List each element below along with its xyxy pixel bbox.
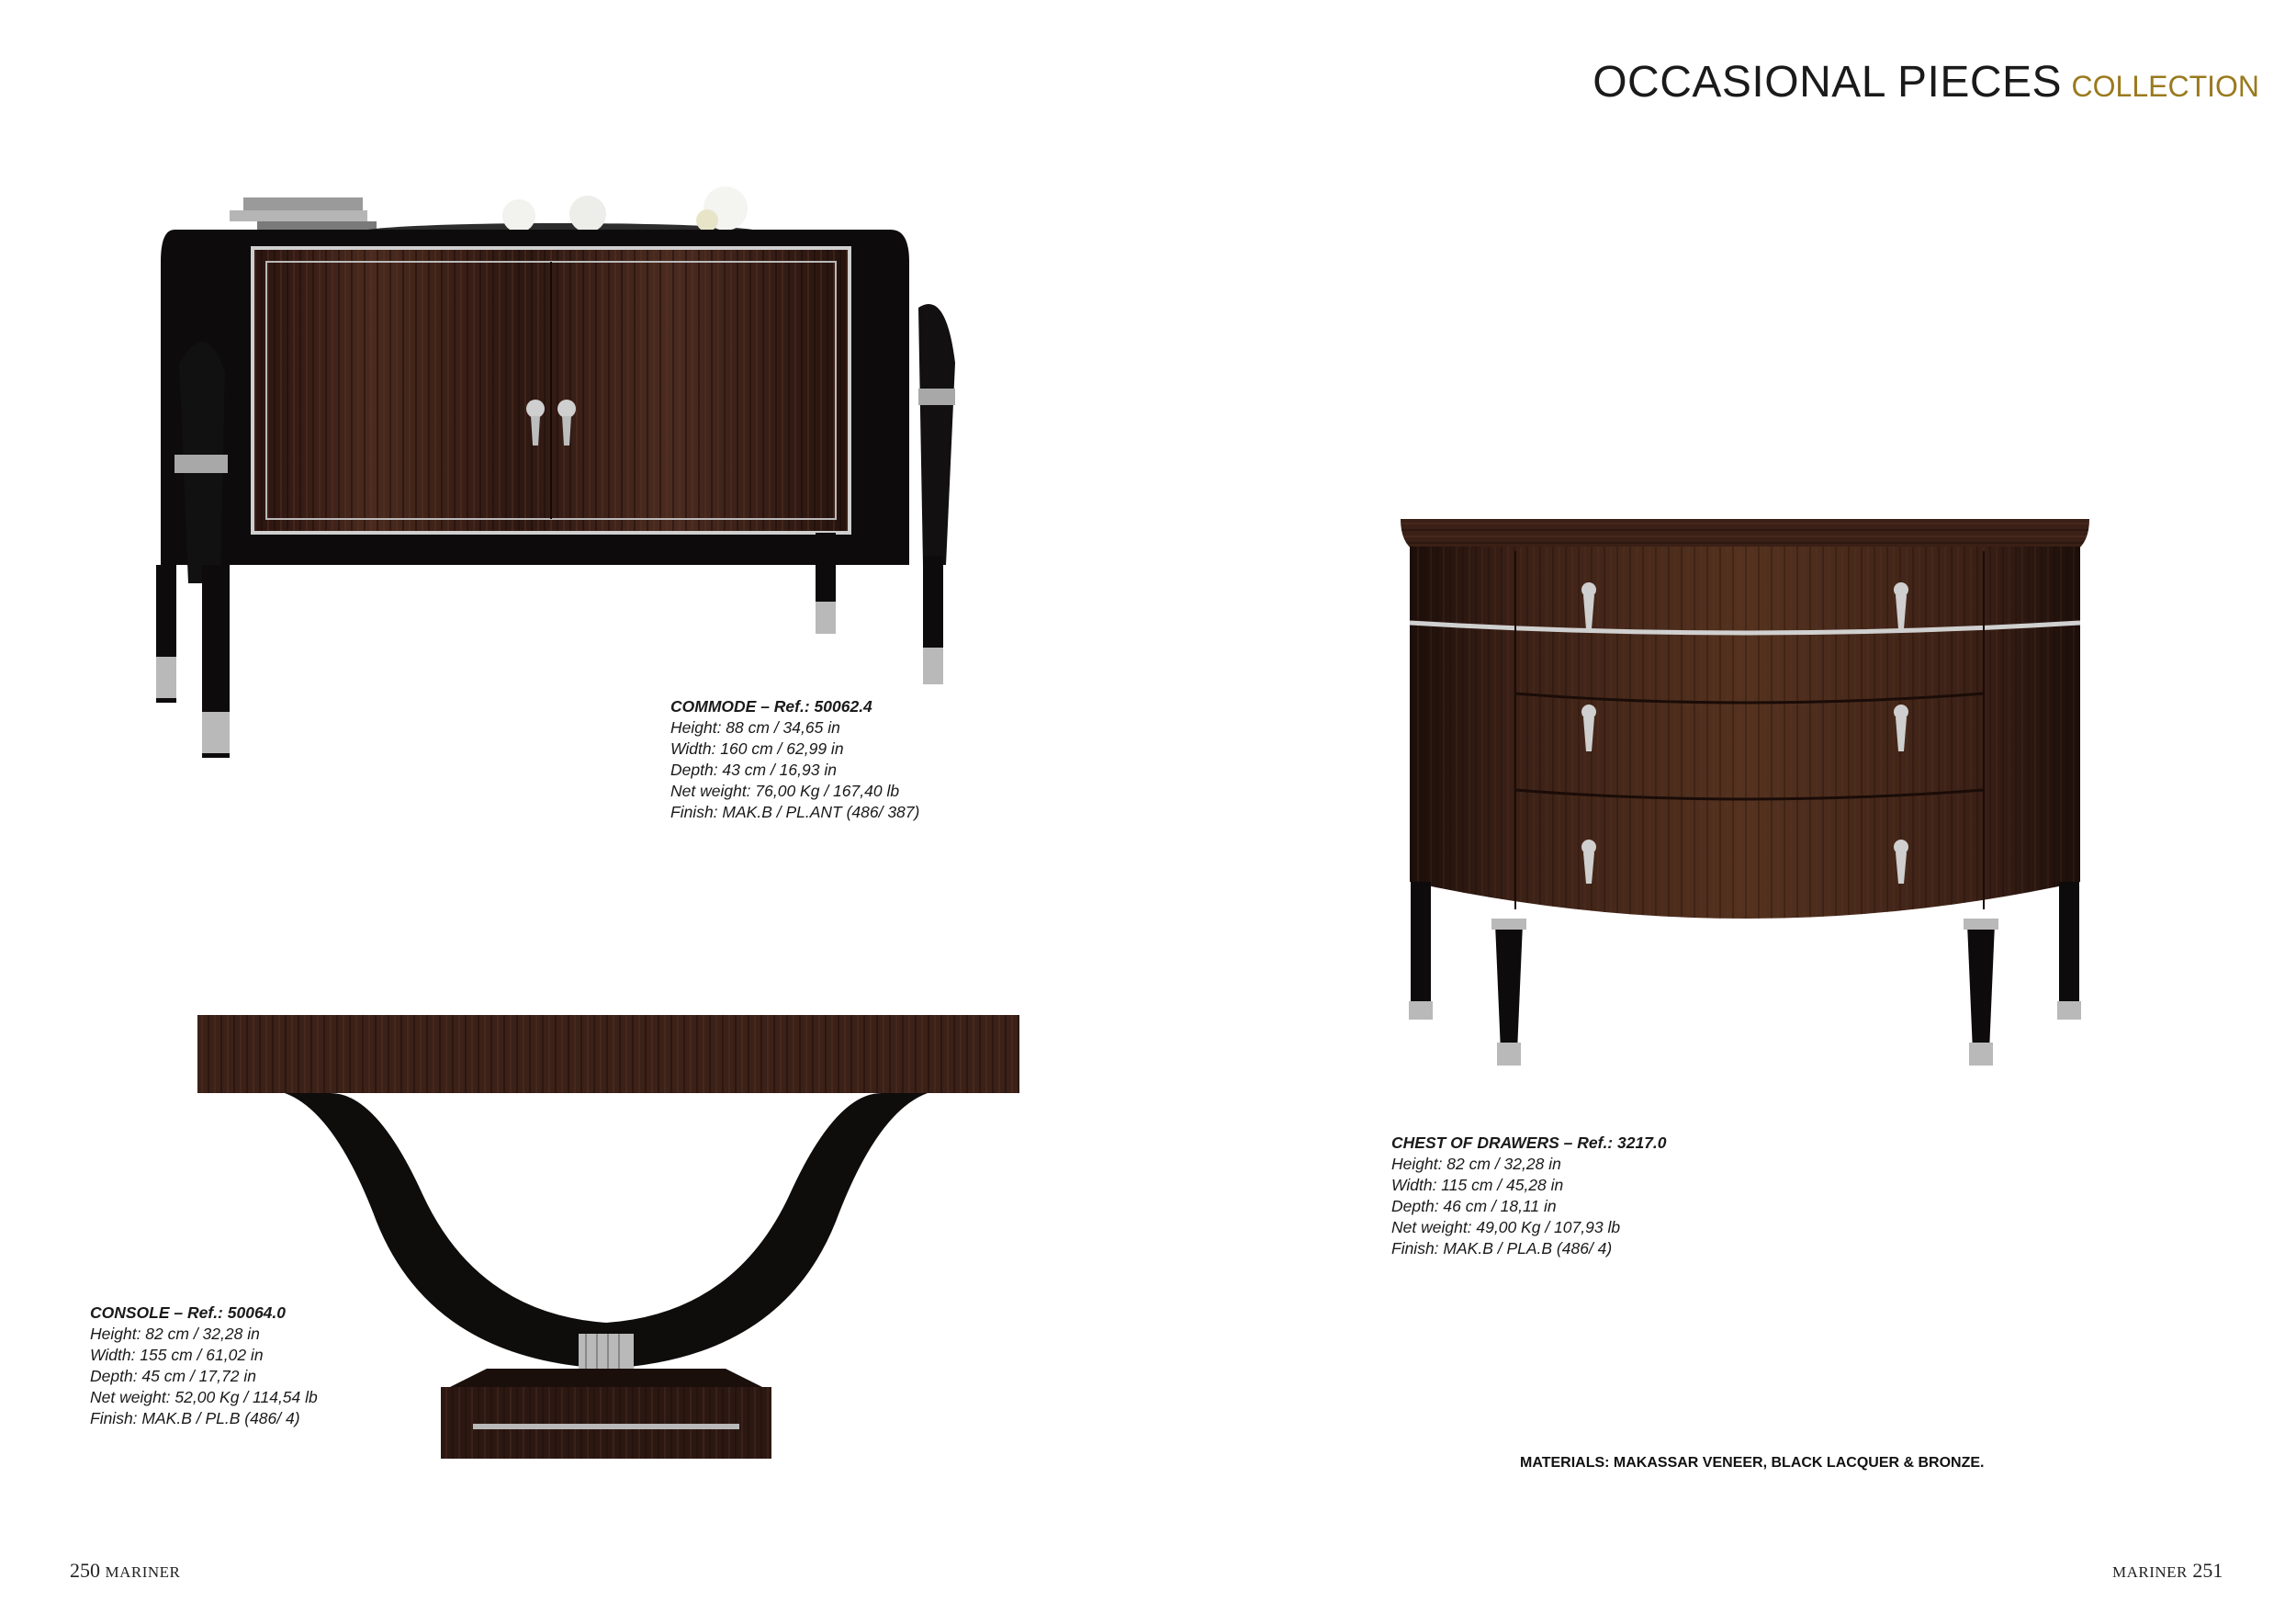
spec-line: Depth: 43 cm / 16,93 in	[670, 761, 837, 779]
spec-line: Width: 160 cm / 62,99 in	[670, 739, 844, 758]
product-name: CHEST OF DRAWERS – Ref.: 3217.0	[1391, 1133, 1667, 1152]
page-number-right: 251	[2192, 1559, 2223, 1582]
chest-of-drawers-image	[1396, 514, 2094, 1075]
page-title	[1580, 57, 2259, 107]
spec-line: Width: 115 cm / 45,28 in	[1391, 1176, 1564, 1194]
spec-line: Height: 88 cm / 34,65 in	[670, 718, 840, 737]
footer-right	[2112, 1559, 2223, 1583]
page-number-left: 250	[70, 1559, 100, 1582]
spec-line: Net weight: 76,00 Kg / 167,40 lb	[670, 782, 900, 800]
commode-spec	[670, 696, 919, 823]
spec-line: Height: 82 cm / 32,28 in	[90, 1325, 260, 1343]
product-name: COMMODE – Ref.: 50062.4	[670, 697, 872, 716]
spec-line: Finish: MAK.B / PL.ANT (486/ 387)	[670, 803, 920, 821]
spec-line: Finish: MAK.B / PLA.B (486/ 4)	[1391, 1239, 1613, 1257]
spec-line: Depth: 45 cm / 17,72 in	[90, 1367, 256, 1385]
footer-left-word: MARINER	[105, 1563, 181, 1581]
commode-image	[156, 179, 964, 767]
footer-right-word: MARINER	[2112, 1563, 2188, 1581]
spec-line: Finish: MAK.B / PL.B (486/ 4)	[90, 1409, 300, 1427]
spec-line: Net weight: 49,00 Kg / 107,93 lb	[1391, 1218, 1621, 1236]
title-main: OCCASIONAL PIECES	[1593, 58, 2063, 107]
spec-line: Net weight: 52,00 Kg / 114,54 lb	[90, 1388, 318, 1406]
footer-left	[70, 1559, 180, 1583]
product-name: CONSOLE – Ref.: 50064.0	[90, 1303, 286, 1322]
title-sub: COLLECTION	[2071, 70, 2259, 103]
console-spec	[90, 1303, 318, 1429]
spec-line: Height: 82 cm / 32,28 in	[1391, 1155, 1561, 1173]
materials-note: MATERIALS: MAKASSAR VENEER, BLACK LACQUER & BRONZE.	[1520, 1455, 1985, 1471]
spec-line: Width: 155 cm / 61,02 in	[90, 1346, 264, 1364]
chest-of-drawers-spec	[1391, 1133, 1667, 1259]
spec-line: Depth: 46 cm / 18,11 in	[1391, 1197, 1557, 1215]
